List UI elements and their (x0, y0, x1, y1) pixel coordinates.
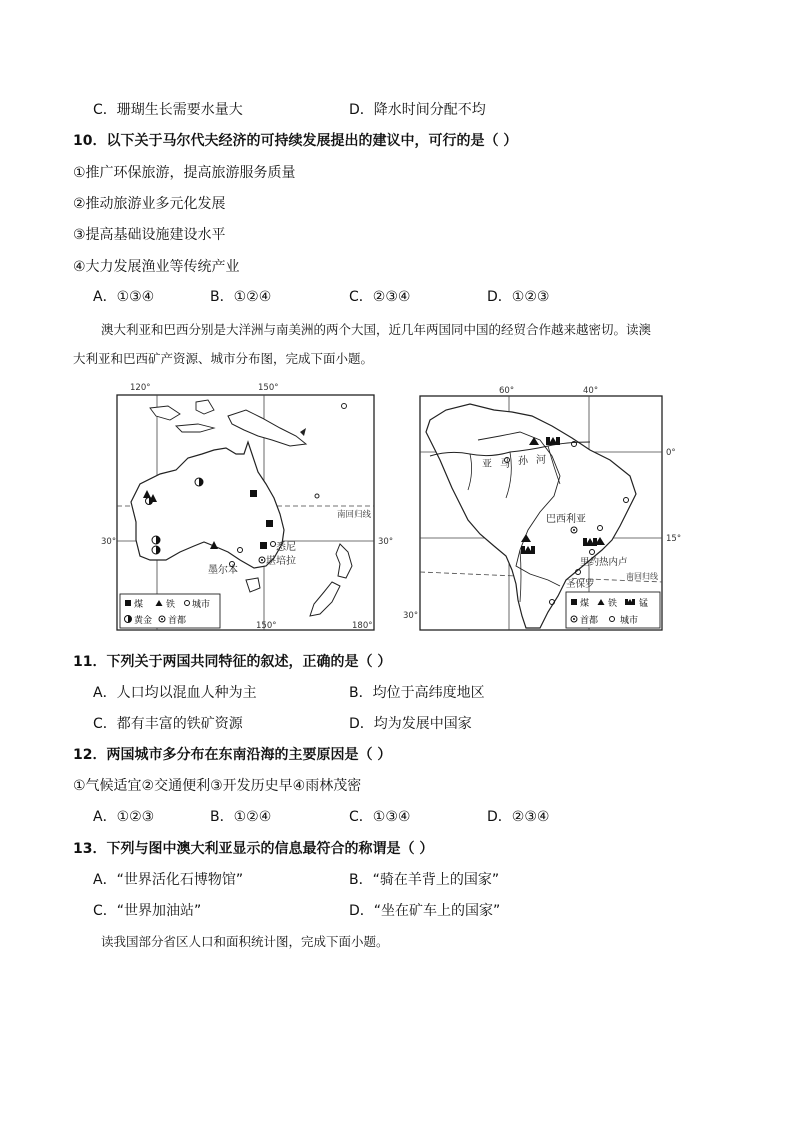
q13-option-c: C．“世界加油站” (93, 903, 202, 919)
br-city-sao-paulo: 圣保罗 (566, 579, 595, 590)
q12-stem: 12．两国城市多分布在东南沿海的主要原因是（ ） (73, 747, 392, 763)
intro-text-2: 读我国部分省区人口和面积统计图，完成下面小题。 (101, 934, 389, 949)
au-lon-120: 120° (130, 383, 151, 393)
au-legend-iron: 铁 (166, 600, 176, 610)
au-city-canberra: 堪培拉 (266, 556, 296, 567)
q13-stem: 13．下列与图中澳大利亚显示的信息最符合的称谓是（ ） (73, 841, 434, 857)
q10-item-2: ②推动旅游业多元化发展 (73, 196, 226, 212)
q10-stem: 10．以下关于马尔代夫经济的可持续发展提出的建议中，可行的是（ ） (73, 133, 518, 149)
au-tropic-label: 南回归线 (337, 510, 372, 520)
br-tropic-label: 南回归线 (626, 572, 658, 581)
br-city-brasilia: 巴西利亚 (546, 514, 586, 525)
au-legend-city: 城市 (192, 600, 211, 610)
au-legend-gold: 黄金 (134, 616, 153, 626)
br-river-char-1: 亚 (482, 459, 492, 470)
q12-option-a: A．①②③ (93, 809, 155, 825)
australia-map (101, 383, 393, 631)
br-lat-0: 0° (666, 448, 676, 458)
br-city-rio: 里约热内卢 (580, 557, 628, 568)
au-legend-coal: 煤 (134, 600, 144, 610)
br-legend-city: 城市 (620, 616, 639, 626)
q10-option-b: B．①②④ (210, 289, 272, 305)
q10-option-a: A．①③④ (93, 289, 155, 305)
q12-option-c: C．①③④ (349, 809, 411, 825)
q9-option-c: C．珊瑚生长需要水量大 (93, 102, 243, 118)
q9-option-d: D．降水时间分配不均 (349, 102, 486, 118)
br-lon-40: 40° (583, 386, 599, 396)
br-river-char-4: 河 (536, 455, 546, 466)
q13-option-b: B．“骑在羊背上的国家” (349, 872, 500, 888)
q13-option-d: D．“坐在矿车上的国家” (349, 903, 501, 919)
br-lat-30: 30° (403, 611, 419, 621)
br-lat-15: 15° (666, 534, 682, 544)
q12-items: ①气候适宜②交通便利③开发历史早④雨林茂密 (73, 778, 362, 794)
maps-svg (0, 380, 794, 640)
br-legend-coal: 煤 (580, 599, 590, 609)
au-legend-capital: 首都 (168, 616, 187, 626)
au-legend (120, 594, 220, 628)
br-river-char-2: 马 (500, 459, 510, 470)
maps-figure (0, 380, 794, 640)
q10-item-4: ④大力发展渔业等传统产业 (73, 259, 240, 275)
intro-text-line-1: 澳大利亚和巴西分别是大洋洲与南美洲的两个大国，近几年两国同中国的经贸合作越来越密切。读澳 (101, 322, 652, 337)
br-legend-manganese: 锰 (639, 599, 649, 609)
q10-item-3: ③提高基础设施建设水平 (73, 227, 226, 243)
intro-text-line-2: 大利亚和巴西矿产资源、城市分布图，完成下面小题。 (73, 351, 374, 366)
br-legend (566, 592, 660, 628)
au-lon-150-bottom: 150° (256, 621, 277, 631)
au-lon-150-top: 150° (258, 383, 279, 393)
au-city-melbourne: 墨尔本 (208, 565, 238, 576)
brazil-map (403, 386, 681, 630)
q11-option-b: B．均位于高纬度地区 (349, 685, 485, 701)
q11-option-a: A．人口均以混血人种为主 (93, 685, 257, 701)
q11-option-d: D．均为发展中国家 (349, 716, 472, 732)
q10-item-1: ①推广环保旅游，提高旅游服务质量 (73, 165, 296, 181)
au-lat-30-left: 30° (101, 537, 117, 547)
br-legend-iron: 铁 (608, 599, 618, 609)
au-lon-180: 180° (352, 621, 373, 631)
q12-option-b: B．①②④ (210, 809, 272, 825)
au-city-sydney: 悉尼 (276, 542, 296, 553)
q12-option-d: D．②③④ (487, 809, 550, 825)
br-river-char-3: 孙 (518, 456, 528, 467)
br-legend-capital: 首都 (580, 616, 599, 626)
q13-option-a: A．“世界活化石博物馆” (93, 872, 244, 888)
br-lon-60: 60° (499, 386, 515, 396)
q10-option-d: D．①②③ (487, 289, 550, 305)
q11-option-c: C．都有丰富的铁矿资源 (93, 716, 243, 732)
au-lat-30-right: 30° (378, 537, 394, 547)
q11-stem: 11．下列关于两国共同特征的叙述，正确的是（ ） (73, 654, 392, 670)
q10-option-c: C．②③④ (349, 289, 411, 305)
